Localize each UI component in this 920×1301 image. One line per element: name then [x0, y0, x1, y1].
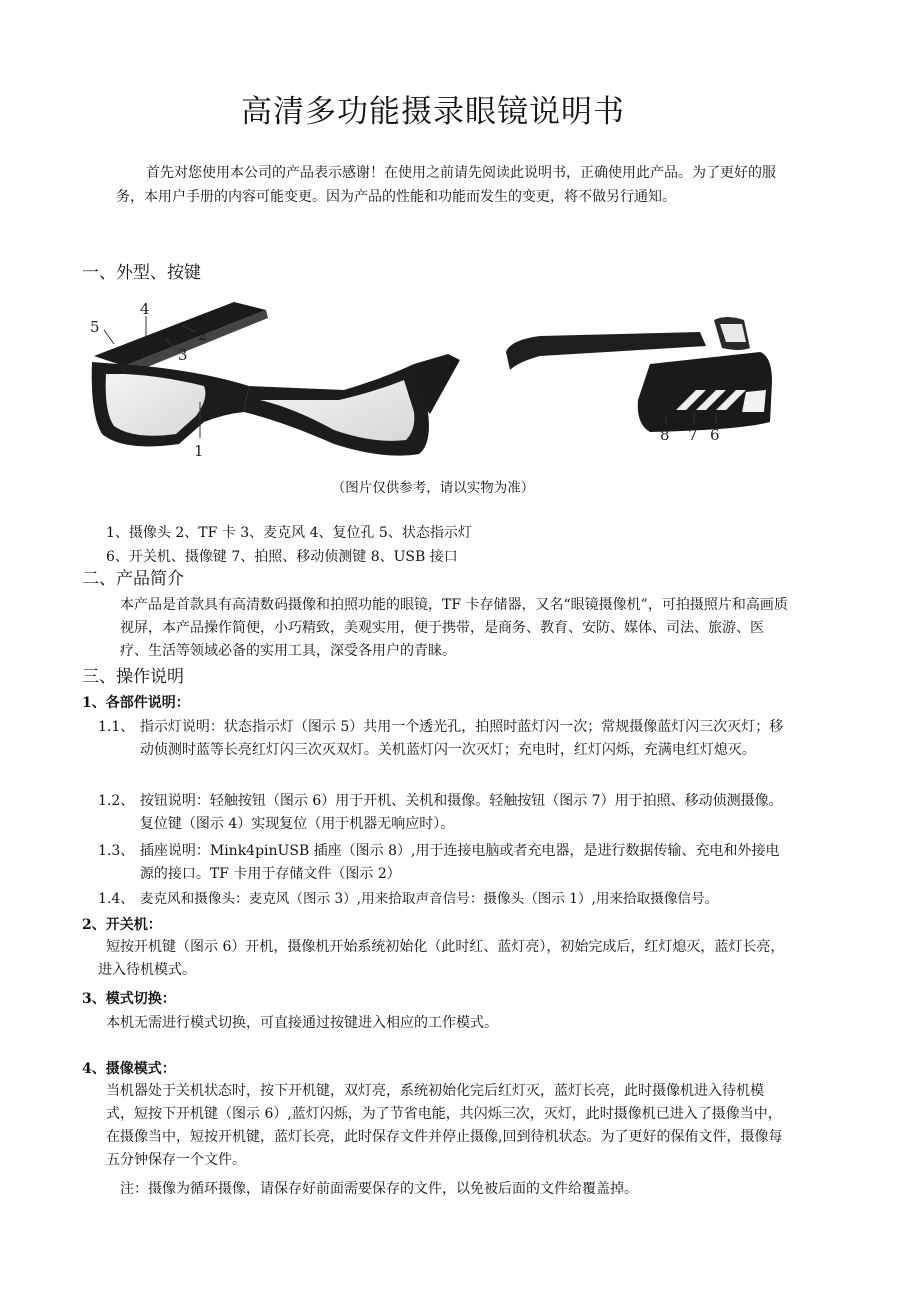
component-item-1-4: [98, 888, 808, 911]
glasses-front-figure: [84, 294, 464, 466]
callout-label-6: 6: [710, 426, 720, 444]
callout-label-5: 5: [90, 318, 100, 336]
glasses-side-figure: [500, 312, 780, 448]
item-number: 1.2、: [98, 793, 135, 809]
item-text: 按钮说明：轻触按钮（图示 6）用于开机、关机和摄像。轻触按钮（图示 7）用于拍照、移动侦测摄像。复位键（图示 4）实现复位（用于机器无响应时）。: [139, 793, 783, 832]
record-mode-note: 注：摄像为循环摄像，请保存好前面需要保存的文件，以免被后面的文件给覆盖掉。: [120, 1181, 638, 1197]
section-heading-intro: 二、产品简介: [82, 569, 184, 589]
parts-list-line-2: 6、开关机、摄像键 7、拍照、移动侦测键 8、USB 接口: [106, 549, 458, 565]
section-heading-appearance: 一、外型、按键: [82, 263, 201, 283]
product-intro-paragraph: 本产品是首款具有高清数码摄像和拍照功能的眼镜，TF 卡存储器，又名“眼镜摄像机”，可拍摄照片和高画质视屏，本产品操作简便，小巧精致，美观实用，便于携带，是商务、教育、安防、媒体、司法、旅游、医疗、生活等领域必备的实用工具，深受各用户的青睐。: [120, 597, 788, 659]
callout-label-7: 7: [688, 426, 698, 444]
intro-paragraph: 首先对您使用本公司的产品表示感谢！在使用之前请先阅读此说明书，正确使用此产品。为了更好的服务，本用户手册的内容可能变更。因为产品的性能和功能而发生的变更，将不做另行通知。: [116, 165, 776, 205]
item-number: 1.3、: [98, 843, 135, 859]
callout-label-2: 2: [198, 326, 208, 344]
item-text: 麦克风和摄像头：麦克风（图示 3）,用来拾取声音信号：摄像头（图示 1）,用来拾取摄像信号。: [139, 891, 719, 907]
callout-label-4: 4: [140, 300, 150, 318]
mode-switch-paragraph: 本机无需进行模式切换，可直接通过按键进入相应的工作模式。: [106, 1015, 498, 1031]
record-mode-paragraph: 当机器处于关机状态时，按下开机键，双灯亮，系统初始化完后红灯灭，蓝灯长亮，此时摄像机进入待机模式，短按下开机键（图示 6）,蓝灯闪烁，为了节省电能，共闪烁三次，灭灯，此时摄像机已进入了摄像当中，在摄像当中，短按开机键，蓝灯长亮，此时保存文件并停止摄像,回到待机状态。为了更好的保侑文件，摄像每五分钟保存一个文件。: [106, 1083, 783, 1168]
component-item-1-1: [98, 716, 788, 762]
component-item-1-3: [98, 840, 788, 886]
subsection-title-power: 2、开关机：: [82, 917, 162, 933]
item-text: 指示灯说明：状态指示灯（图示 5）共用一个透光孔，拍照时蓝灯闪一次；常规摄像蓝灯闪三次灭灯；移动侦测时蓝等长亮红灯闪三次灭双灯。关机蓝灯闪一次灭灯；充电时，红灯闪烁，充满电红灯熄灭。: [139, 719, 784, 758]
callout-label-3: 3: [178, 346, 188, 364]
callout-label-1: 1: [194, 442, 204, 460]
callout-label-8: 8: [660, 426, 670, 444]
page-title: 高清多功能摄录眼镜说明书: [241, 94, 625, 130]
item-number: 1.4、: [98, 891, 135, 907]
power-paragraph: 短按开机键（图示 6）开机，摄像机开始系统初始化（此时红、蓝灯亮），初始完成后，红灯熄灭，蓝灯长亮，进入待机模式。: [98, 939, 785, 978]
figure-caption: （图片仅供参考，请以实物为准）: [331, 480, 535, 496]
component-item-1-2: [98, 790, 788, 836]
subsection-title-record-mode: 4、摄像模式：: [82, 1061, 176, 1077]
section-heading-operation: 三、操作说明: [82, 667, 184, 687]
item-number: 1.1、: [98, 719, 135, 735]
subsection-title-components: 1、各部件说明：: [82, 695, 190, 711]
subsection-title-mode-switch: 3、模式切换：: [82, 991, 176, 1007]
item-text: 插座说明：Mink4pinUSB 插座（图示 8）,用于连接电脑或者充电器，是进行数据传输、充电和外接电源的接口。TF 卡用于存储文件（图示 2）: [139, 843, 780, 882]
parts-list-line-1: 1、摄像头 2、TF 卡 3、麦克风 4、复位孔 5、状态指示灯: [106, 525, 472, 541]
